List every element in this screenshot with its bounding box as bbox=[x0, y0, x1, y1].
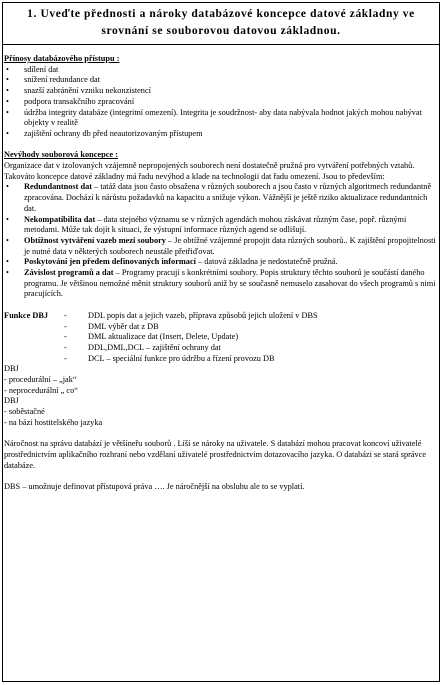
answer-body bbox=[4, 54, 436, 493]
function-row: - DDL popis dat a jejich vazeb, příprava způsobů jejich uložení v DBS bbox=[64, 310, 318, 320]
dbj-line: - na bázi hostitelského jazyka bbox=[4, 417, 103, 427]
question-title: 1. Uveďte přednosti a nároky databázové koncepce datové základny ve srovnání se souborovou datovou základnou. bbox=[27, 8, 415, 37]
list-item: • údržba integrity databáze (integritní omezení). Integrita je soudržnost- aby data nabývala hodnot jakých mohou nabývat objekty v realitě bbox=[4, 108, 436, 129]
item-term: Redundantnost dat bbox=[24, 182, 93, 192]
list-item: • snížení redundance dat bbox=[4, 75, 436, 86]
function-row: - DML aktualizace dat (Insert, Delete, Update) bbox=[64, 332, 239, 342]
title-divider bbox=[3, 44, 439, 45]
list-item bbox=[4, 215, 436, 236]
functions-label: Funkce DBJ bbox=[4, 310, 49, 320]
cons-heading: Nevýhody souborová koncepce : bbox=[4, 150, 118, 160]
list-item bbox=[4, 257, 436, 268]
item-term: Poskytování jen předem definovaných informací bbox=[24, 257, 196, 267]
list-item bbox=[4, 236, 436, 257]
dbs-note: DBS – umožnuje definovat přístupová práva …. Je náročnější na obsluhu ale to se vyplatí. bbox=[4, 482, 305, 492]
list-item: • podpora transakčního zpracování bbox=[4, 97, 436, 108]
dbj-line: DBJ bbox=[4, 364, 19, 374]
function-row: - DCL – speciální funkce pro údržbu a řízení provozu DB bbox=[64, 353, 275, 363]
functions-block bbox=[4, 311, 436, 365]
dbj-line: DBJ bbox=[4, 396, 19, 406]
item-term: Závislost programů a dat bbox=[24, 268, 114, 278]
item-text: – data stejného významu se v různých agendách mohou získávat různým čase, popř. různými metodami. Může tak dojít k situaci, že výstupní informace různých agend se odlišují. bbox=[24, 214, 407, 235]
item-text: – tatáž data jsou často obsažena v různých souborech a jsou často v různých algoritmech redundantně zpracována. Dochází k nárůstu požadavků na kapacitu a snižuje výkon. Vážnější je ještě riziko aktualizace redundantních dat. bbox=[24, 182, 432, 213]
item-text: – Programy pracují s konkrétními soubory. Popis struktury těchto souborů je součástí daného programu. Je většinou nemožné měnit struktury souborů aniž by se současně nemuselo zasahovat do všech programů s nimi pracujících. bbox=[24, 268, 436, 299]
cons-intro: Organizace dat v izolovaných vzájemně nepropojených souborech není dostatečně pružná pro vytváření potřebných vztahů. Takováto koncepce datové základny má řadu nevýhod a klade na technologii dat řadu omezení. Jsou to především: bbox=[4, 161, 415, 181]
function-row: - DML výběr dat z DB bbox=[64, 321, 159, 331]
dbj-line: - neprocedurální „ co“ bbox=[4, 385, 78, 395]
pros-heading: Přínosy databázového přístupu : bbox=[4, 54, 120, 63]
item-text: – Je obtížné vzájemné propojit data různých souborů.. K zajištění propojitelnosti je nutné data v některých souborech neustále přetřiďovat. bbox=[24, 235, 436, 256]
pros-list bbox=[4, 65, 436, 140]
list-item bbox=[4, 182, 436, 214]
item-term: Obtížnost vytváření vazeb mezi soubory bbox=[24, 235, 166, 245]
dbj-line: - procedurální – „jak“ bbox=[4, 375, 77, 385]
list-item bbox=[4, 268, 436, 300]
list-item: • snazší zabránění vzniku nekonzistencí bbox=[4, 86, 436, 97]
list-item: • sdílení dat bbox=[4, 65, 436, 76]
demands-paragraph: Náročnost na správu databází je většíneřu souborů . Líší se nároky na uživatele. S databází mohou pracovat koncoví uživatelé prostřednictvím aplikačního rozhraní nebo vzdělaní uživatelé prostřednictvím dotazovacího jazyka. O databázi se stará správce databáze. bbox=[4, 439, 427, 470]
item-text: – datová základna je nedostatečně pružná. bbox=[195, 257, 338, 267]
item-term: Nekompatibilita dat bbox=[24, 214, 96, 224]
dbj-line: - soběstačné bbox=[4, 407, 45, 417]
cons-list bbox=[4, 182, 436, 300]
list-item: • zajištění ochrany db před neautorizovaným přístupem bbox=[4, 129, 436, 140]
function-row: - DDL,DML,DCL – zajištění ochrany dat bbox=[64, 342, 221, 352]
